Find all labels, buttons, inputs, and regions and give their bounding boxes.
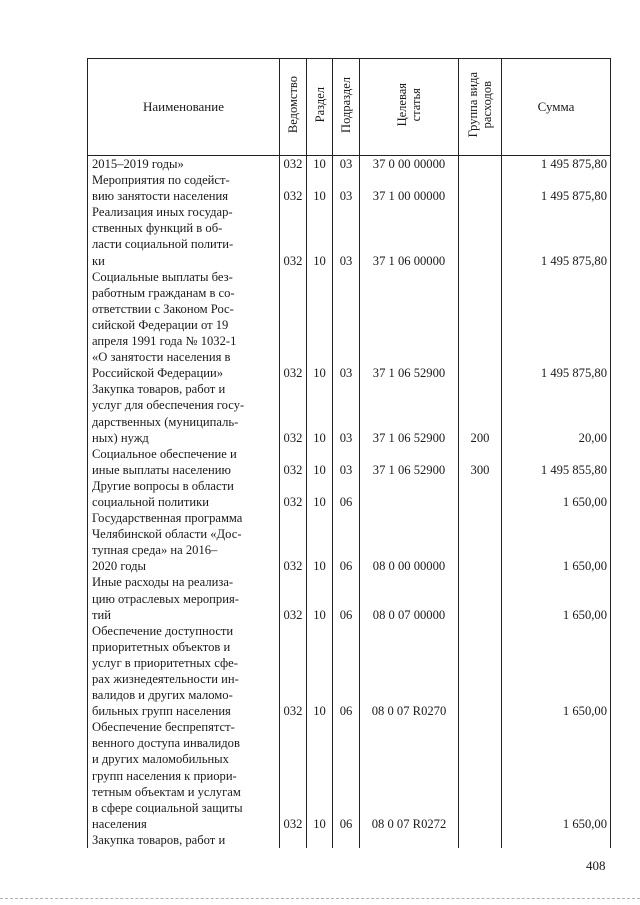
row-gruppa bbox=[459, 156, 502, 173]
row-name-line: работным гражданам в со- bbox=[92, 285, 235, 300]
row-gruppa bbox=[459, 510, 502, 574]
budget-table bbox=[87, 58, 611, 848]
row-name-line: Иные расходы на реализа- bbox=[92, 575, 234, 590]
row-vedomstvo: 032 bbox=[280, 172, 307, 204]
row-name bbox=[88, 623, 280, 720]
row-name bbox=[88, 381, 280, 445]
row-podrazdel: 03 bbox=[333, 156, 360, 173]
table-row bbox=[88, 478, 611, 510]
row-name bbox=[88, 478, 280, 510]
row-name bbox=[88, 832, 280, 848]
row-name-line: тетным объектам и услугам bbox=[92, 784, 241, 799]
row-podrazdel: 06 bbox=[333, 623, 360, 720]
table-row bbox=[88, 510, 611, 574]
row-summa: 1 495 855,80 bbox=[502, 446, 611, 478]
header-celevaya-label: Целевая статья bbox=[395, 83, 423, 127]
row-vedomstvo: 032 bbox=[280, 269, 307, 382]
row-name-line: Социальное обеспечение и bbox=[92, 446, 237, 461]
row-gruppa bbox=[459, 623, 502, 720]
header-razdel bbox=[307, 59, 333, 156]
row-name-line: рах жизнедеятельности ин- bbox=[92, 672, 239, 686]
row-razdel: 10 bbox=[307, 719, 333, 832]
table-row bbox=[88, 381, 611, 445]
row-name-line: Другие вопросы в области bbox=[92, 478, 234, 493]
row-name-line: услуг для обеспечения госу- bbox=[92, 398, 245, 413]
row-gruppa bbox=[459, 172, 502, 204]
row-gruppa bbox=[459, 574, 502, 622]
row-name-line: иные выплаты населению bbox=[92, 462, 231, 477]
header-gruppa bbox=[459, 59, 502, 156]
row-razdel: 10 bbox=[307, 204, 333, 268]
row-name-line: Социальные выплаты без- bbox=[92, 269, 233, 284]
row-summa: 1 650,00 bbox=[502, 623, 611, 720]
row-name-line: тупная среда» на 2016– bbox=[92, 543, 218, 558]
row-name-line: Челябинской области «Дос- bbox=[92, 527, 242, 542]
row-name-line: приоритетных объектов и bbox=[92, 639, 231, 654]
row-vedomstvo: 032 bbox=[280, 574, 307, 622]
row-name-line: услуг в приоритетных сфе- bbox=[92, 655, 238, 670]
row-summa: 20,00 bbox=[502, 381, 611, 445]
row-name-line: Обеспечение беспрепятст- bbox=[92, 720, 235, 735]
row-summa: 1 650,00 bbox=[502, 510, 611, 574]
row-name-line: дарственных (муниципаль- bbox=[92, 414, 239, 429]
table-row bbox=[88, 446, 611, 478]
row-name bbox=[88, 719, 280, 832]
row-razdel: 10 bbox=[307, 269, 333, 382]
row-name bbox=[88, 269, 280, 382]
row-name-line: вию занятости населения bbox=[92, 189, 229, 204]
row-name-line: цию отраслевых мероприя- bbox=[92, 591, 239, 606]
row-name-line: Реализация иных государ- bbox=[92, 205, 233, 220]
row-name-line: Закупка товаров, работ и bbox=[92, 832, 226, 847]
table-row bbox=[88, 623, 611, 720]
table-row bbox=[88, 832, 611, 848]
row-name-line: Государственная программа bbox=[92, 511, 243, 526]
header-vedomstvo-label: Ведомство bbox=[286, 76, 300, 134]
row-razdel: 10 bbox=[307, 510, 333, 574]
row-name-line: Мероприятия по содейст- bbox=[92, 173, 230, 188]
row-name-line: венного доступа инвалидов bbox=[92, 736, 240, 751]
header-podrazdel bbox=[333, 59, 360, 156]
header-name: Наименование bbox=[88, 59, 280, 156]
row-gruppa bbox=[459, 204, 502, 268]
row-podrazdel: 03 bbox=[333, 446, 360, 478]
bottom-rule bbox=[0, 898, 640, 899]
header-summa: Сумма bbox=[502, 59, 611, 156]
row-name bbox=[88, 156, 280, 173]
row-podrazdel: 06 bbox=[333, 478, 360, 510]
row-name-line: 2020 годы bbox=[92, 559, 146, 574]
row-razdel bbox=[307, 832, 333, 848]
row-name-line: валидов и других маломо- bbox=[92, 688, 233, 703]
row-vedomstvo bbox=[280, 832, 307, 848]
row-celevaya bbox=[360, 478, 459, 510]
row-podrazdel: 03 bbox=[333, 381, 360, 445]
row-razdel: 10 bbox=[307, 446, 333, 478]
row-vedomstvo: 032 bbox=[280, 156, 307, 173]
table-row bbox=[88, 574, 611, 622]
row-name-line: 2015–2019 годы» bbox=[92, 157, 184, 171]
table-row bbox=[88, 719, 611, 832]
row-name-line: ственных функций в об- bbox=[92, 221, 223, 236]
row-name bbox=[88, 446, 280, 478]
row-summa: 1 495 875,80 bbox=[502, 156, 611, 173]
row-vedomstvo: 032 bbox=[280, 623, 307, 720]
row-name-line: ных) нужд bbox=[92, 430, 149, 445]
row-vedomstvo: 032 bbox=[280, 510, 307, 574]
header-podrazdel-label: Подраздел bbox=[339, 76, 353, 133]
row-name-line: тий bbox=[92, 607, 111, 622]
row-razdel: 10 bbox=[307, 381, 333, 445]
row-celevaya bbox=[360, 832, 459, 848]
row-gruppa bbox=[459, 478, 502, 510]
table-row bbox=[88, 269, 611, 382]
row-summa: 1 495 875,80 bbox=[502, 172, 611, 204]
row-razdel: 10 bbox=[307, 623, 333, 720]
row-name-line: Закупка товаров, работ и bbox=[92, 382, 226, 397]
row-podrazdel: 03 bbox=[333, 204, 360, 268]
row-vedomstvo: 032 bbox=[280, 204, 307, 268]
row-celevaya: 37 1 06 00000 bbox=[360, 204, 459, 268]
row-name-line: бильных групп населения bbox=[92, 704, 231, 719]
row-celevaya: 08 0 07 R0272 bbox=[360, 719, 459, 832]
row-razdel: 10 bbox=[307, 156, 333, 173]
row-name-line: групп населения к приори- bbox=[92, 768, 237, 783]
row-name-line: ответствии с Законом Рос- bbox=[92, 301, 234, 316]
row-name-line: социальной политики bbox=[92, 494, 210, 509]
row-gruppa bbox=[459, 719, 502, 832]
page-number: 408 bbox=[586, 858, 606, 873]
row-name-line: апреля 1991 года № 1032-1 bbox=[92, 334, 237, 349]
row-name-line: ки bbox=[92, 253, 105, 268]
row-razdel: 10 bbox=[307, 478, 333, 510]
row-name-line: «О занятости населения в bbox=[92, 350, 231, 365]
row-name bbox=[88, 172, 280, 204]
row-name-line: Российской Федерации» bbox=[92, 366, 223, 381]
row-summa: 1 650,00 bbox=[502, 574, 611, 622]
header-gruppa-label: Группа вида расходов bbox=[466, 72, 494, 138]
table-body bbox=[88, 156, 611, 849]
row-celevaya: 37 1 00 00000 bbox=[360, 172, 459, 204]
table-row bbox=[88, 204, 611, 268]
row-celevaya: 08 0 00 00000 bbox=[360, 510, 459, 574]
row-celevaya: 37 1 06 52900 bbox=[360, 446, 459, 478]
row-celevaya: 08 0 07 00000 bbox=[360, 574, 459, 622]
row-vedomstvo: 032 bbox=[280, 446, 307, 478]
row-vedomstvo: 032 bbox=[280, 478, 307, 510]
row-name bbox=[88, 510, 280, 574]
row-name bbox=[88, 574, 280, 622]
row-gruppa: 200 bbox=[459, 381, 502, 445]
row-gruppa bbox=[459, 269, 502, 382]
row-podrazdel: 06 bbox=[333, 510, 360, 574]
row-summa: 1 650,00 bbox=[502, 719, 611, 832]
row-podrazdel: 03 bbox=[333, 269, 360, 382]
row-razdel: 10 bbox=[307, 574, 333, 622]
row-celevaya: 37 0 00 00000 bbox=[360, 156, 459, 173]
row-summa: 1 495 875,80 bbox=[502, 269, 611, 382]
row-razdel: 10 bbox=[307, 172, 333, 204]
row-vedomstvo: 032 bbox=[280, 719, 307, 832]
row-celevaya: 37 1 06 52900 bbox=[360, 269, 459, 382]
row-name-line: в сфере социальной защиты bbox=[92, 800, 243, 815]
row-podrazdel: 03 bbox=[333, 172, 360, 204]
row-summa: 1 650,00 bbox=[502, 478, 611, 510]
header-celevaya bbox=[360, 59, 459, 156]
row-podrazdel: 06 bbox=[333, 719, 360, 832]
row-podrazdel bbox=[333, 832, 360, 848]
row-celevaya: 08 0 07 R0270 bbox=[360, 623, 459, 720]
row-podrazdel: 06 bbox=[333, 574, 360, 622]
row-gruppa: 300 bbox=[459, 446, 502, 478]
row-celevaya: 37 1 06 52900 bbox=[360, 381, 459, 445]
row-summa bbox=[502, 832, 611, 848]
row-name-line: населения bbox=[92, 816, 147, 831]
row-name-line: Обеспечение доступности bbox=[92, 623, 234, 638]
header-razdel-label: Раздел bbox=[312, 87, 327, 123]
table-row bbox=[88, 156, 611, 173]
row-name bbox=[88, 204, 280, 268]
header-vedomstvo bbox=[280, 59, 307, 156]
table-row bbox=[88, 172, 611, 204]
row-name-line: и других маломобильных bbox=[92, 752, 229, 767]
table-header-row bbox=[88, 59, 611, 156]
row-vedomstvo: 032 bbox=[280, 381, 307, 445]
row-summa: 1 495 875,80 bbox=[502, 204, 611, 268]
row-gruppa bbox=[459, 832, 502, 848]
row-name-line: ласти социальной полити- bbox=[92, 237, 234, 252]
row-name-line: сийской Федерации от 19 bbox=[92, 317, 229, 332]
